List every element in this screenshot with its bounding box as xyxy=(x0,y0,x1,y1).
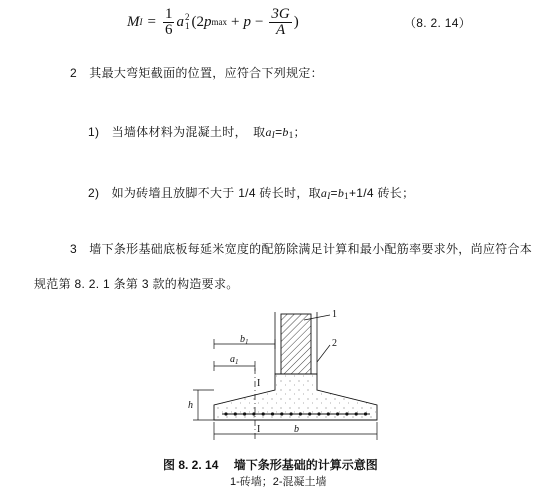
formula-frac-1: $\frac{1}{6}$ xyxy=(164,5,173,38)
label-b: b xyxy=(294,424,299,435)
figure-caption: 图 8. 2. 14 墙下条形基础的计算示意图 xyxy=(163,458,378,472)
rebar-dot xyxy=(336,412,339,415)
rebar-dot xyxy=(327,412,330,415)
label-h: h xyxy=(188,400,193,411)
rebar-dot xyxy=(308,412,311,415)
rebar-dot xyxy=(271,412,274,415)
formula-a: a xyxy=(176,13,184,30)
rebar-dot xyxy=(290,412,293,415)
equation-number: （8. 2. 14） xyxy=(404,16,472,30)
label-a1: $a_1$ xyxy=(230,354,239,366)
rebar-dot xyxy=(364,412,367,415)
rebar-dot xyxy=(280,412,283,415)
rebar-dot xyxy=(262,412,265,415)
rebar-dot xyxy=(224,412,227,415)
item-1: 1) 当墙体材料为混凝土时， 取aI=b1； xyxy=(88,125,306,140)
formula-open: (2 xyxy=(191,13,204,30)
callout-2: 2 xyxy=(332,338,337,349)
rebar-dot xyxy=(355,412,358,415)
formula-lhs: M xyxy=(127,13,140,30)
callout-1: 1 xyxy=(332,309,337,320)
brick-wall xyxy=(281,314,311,374)
clause-2: 2 其最大弯矩截面的位置，应符合下列规定： xyxy=(70,66,323,80)
rebar-dot xyxy=(234,412,237,415)
clause-3-line-2: 规范第 8. 2. 1 条第 3 款的构造要求。 xyxy=(34,277,239,291)
section-mark-top: I xyxy=(257,378,261,389)
formula: M I = $\frac{1}{6}$ a 2 1 (2 p max + p − $\frac{3G}{A}$ ) xyxy=(127,5,299,38)
figure-caption-sub: 1-砖墙；2-混凝土墙 xyxy=(230,476,327,488)
rebar-dot xyxy=(299,412,302,415)
formula-lhs-sub: I xyxy=(139,17,143,27)
formula-frac-2: $\frac{3G}{A}$ xyxy=(271,5,290,38)
item-2: 2) 如为砖墙且放脚不大于 1/4 砖长时，取aI=b1+1/4 砖长； xyxy=(88,186,415,201)
rebar-dot xyxy=(317,412,320,415)
section-mark-bottom: I xyxy=(257,424,261,435)
clause-3-line-1: 3 墙下条形基础底板每延米宽度的配筋除满足计算和最小配筋率要求外，尚应符合本 xyxy=(70,242,533,256)
rebar-dot xyxy=(345,412,348,415)
footing-slab xyxy=(214,374,377,420)
rebar-dot xyxy=(243,412,246,415)
label-b1: $b_1$ xyxy=(240,334,249,346)
